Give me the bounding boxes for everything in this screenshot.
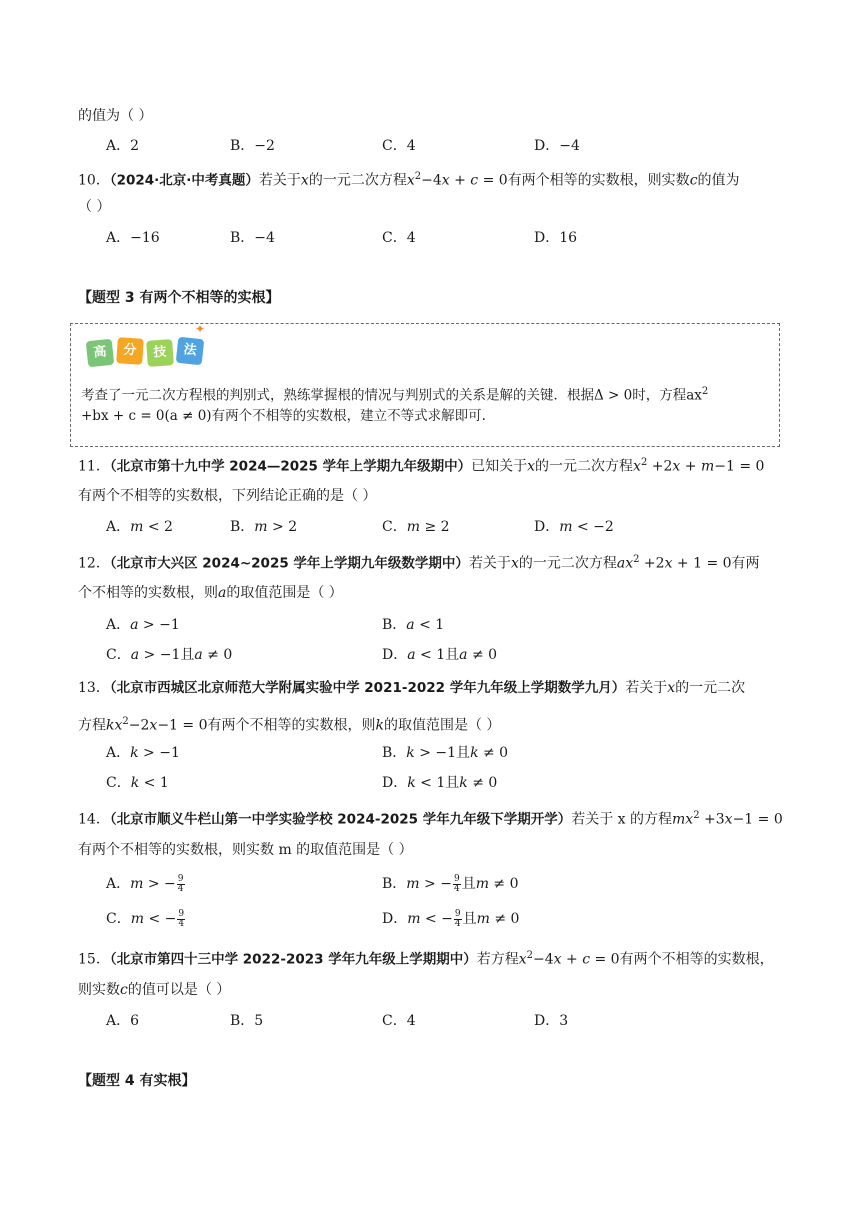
tip-badge-2: 分 bbox=[116, 337, 144, 365]
q10-option-c: C．4 bbox=[382, 230, 416, 246]
question-13: 13．（北京市西城区北京师范大学附属实验中学 2021-2022 学年九年级上学期数学九月）若关于x的一元二次 bbox=[78, 680, 746, 696]
tip-badge-3: 技 bbox=[146, 339, 174, 367]
q11-option-b: B．m > 2 bbox=[230, 519, 298, 535]
q11-option-d: D．m < −2 bbox=[534, 519, 614, 535]
tip-badge-4: 法 bbox=[176, 337, 205, 366]
q15-line-2: 则实数c的值可以是（ ） bbox=[78, 982, 231, 998]
q12-source: （北京市大兴区 2024~2025 学年上学期九年级数学期中） bbox=[109, 555, 469, 572]
q15-option-c: C．4 bbox=[382, 1013, 416, 1029]
q10-number: 10． bbox=[78, 172, 110, 189]
q12-number: 12． bbox=[78, 555, 110, 572]
q9-option-a: A．2 bbox=[106, 138, 140, 154]
q12-option-c: C．a > −1且a ≠ 0 bbox=[106, 647, 233, 663]
tip-line-2: +bx + c = 0(a ≠ 0)有两个不相等的实数根，建立不等式求解即可. bbox=[81, 408, 486, 424]
q9-option-b: B．−2 bbox=[230, 138, 275, 154]
q10-option-d: D．16 bbox=[534, 230, 578, 246]
tip-badge-1: 高 bbox=[86, 339, 115, 368]
q15-number: 15． bbox=[78, 951, 110, 968]
q12-option-b: B．a < 1 bbox=[382, 617, 445, 633]
type3-heading: 【题型 3 有两个不相等的实根】 bbox=[78, 290, 280, 306]
question-14: 14．（北京市顺义牛栏山第一中学实验学校 2024-2025 学年九年级下学期开学）若关于 x 的方程$mx^2 +3x-1 = 0$ bbox=[78, 810, 783, 828]
question-11: 11．（北京市第十九中学 2024—2025 学年上学期九年级期中）已知关于x的一元二次方程$x^2 +2x + m-1 = 0$ bbox=[78, 457, 765, 475]
q11-option-a: A．m < 2 bbox=[106, 519, 173, 535]
q9-option-d: D．−4 bbox=[534, 138, 580, 154]
q14-source: （北京市顺义牛栏山第一中学实验学校 2024-2025 学年九年级下学期开学） bbox=[109, 811, 572, 828]
question-12: 12．（北京市大兴区 2024~2025 学年上学期九年级数学期中）若关于x的一元二次方程$ax^2 +2x + 1 = 0$有两 bbox=[78, 554, 760, 572]
q13-line-2: 方程$kx^2-2x-1 = 0$有两个不相等的实数根，则k的取值范围是（ ） bbox=[78, 716, 501, 734]
q13-option-a: A．k > −1 bbox=[106, 745, 180, 761]
q15-option-d: D．3 bbox=[534, 1013, 569, 1029]
tip-line-1: 考查了一元二次方程根的判别式，熟练掌握根的情况与判别式的关系是解的关键．根据Δ > 0时，方程$ax^2$ bbox=[81, 386, 709, 404]
q15-option-b: B．5 bbox=[230, 1013, 264, 1029]
q10-option-a: A．−16 bbox=[106, 230, 160, 246]
q13-option-b: B．k > −1且k ≠ 0 bbox=[382, 745, 509, 761]
sparkle-icon: ✦ bbox=[195, 322, 206, 336]
q15-source: （北京市第四十三中学 2022-2023 学年九年级上学期期中） bbox=[109, 951, 477, 968]
question-15: 15．（北京市第四十三中学 2022-2023 学年九年级上学期期中）若方程$x^2-4x + c = 0$有两个不相等的实数根， bbox=[78, 950, 774, 968]
q13-source: （北京市西城区北京师范大学附属实验中学 2021-2022 学年九年级上学期数学九月） bbox=[109, 680, 626, 696]
q10-paren: （ ） bbox=[78, 199, 111, 215]
q12-line-2: 个不相等的实数根，则a的取值范围是（ ） bbox=[78, 585, 343, 601]
q12-option-d: D．a < 1且a ≠ 0 bbox=[382, 647, 498, 663]
q13-number: 13． bbox=[78, 680, 110, 696]
q13-option-d: D．k < 1且k ≠ 0 bbox=[382, 775, 498, 791]
q11-line-2: 有两个不相等的实数根，下列结论正确的是（ ） bbox=[78, 488, 377, 504]
q14-option-b: B．m > − $\frac{9}{4}$ 且m ≠ 0 bbox=[382, 873, 519, 894]
q11-number: 11． bbox=[78, 458, 110, 475]
q11-option-c: C．m ≥ 2 bbox=[382, 519, 450, 535]
q14-option-a: A．m > − $\frac{9}{4}$ bbox=[106, 873, 184, 894]
q14-line-2: 有两个不相等的实数根，则实数 m 的取值范围是（ ） bbox=[78, 842, 413, 858]
q14-option-d: D．m < − $\frac{9}{4}$ 且m ≠ 0 bbox=[382, 908, 520, 929]
q15-option-a: A．6 bbox=[106, 1013, 140, 1029]
q13-option-c: C．k < 1 bbox=[106, 775, 169, 791]
type4-heading: 【题型 4 有实根】 bbox=[78, 1073, 196, 1089]
question-10: 10．（2024·北京·中考真题）若关于x的一元二次方程$x^2-4x + c = 0$有两个相等的实数根，则实数c的值为 bbox=[78, 171, 740, 189]
q10-source: （2024·北京·中考真题） bbox=[109, 172, 259, 189]
q9-tail: 的值为（ ） bbox=[78, 108, 153, 124]
q10-option-b: B．−4 bbox=[230, 230, 275, 246]
tip-box bbox=[70, 323, 780, 447]
q11-source: （北京市第十九中学 2024—2025 学年上学期九年级期中） bbox=[109, 458, 472, 475]
q9-option-c: C．4 bbox=[382, 138, 416, 154]
q12-option-a: A．a > −1 bbox=[106, 617, 180, 633]
q14-number: 14． bbox=[78, 811, 110, 828]
q14-option-c: C．m < − $\frac{9}{4}$ bbox=[106, 908, 185, 929]
